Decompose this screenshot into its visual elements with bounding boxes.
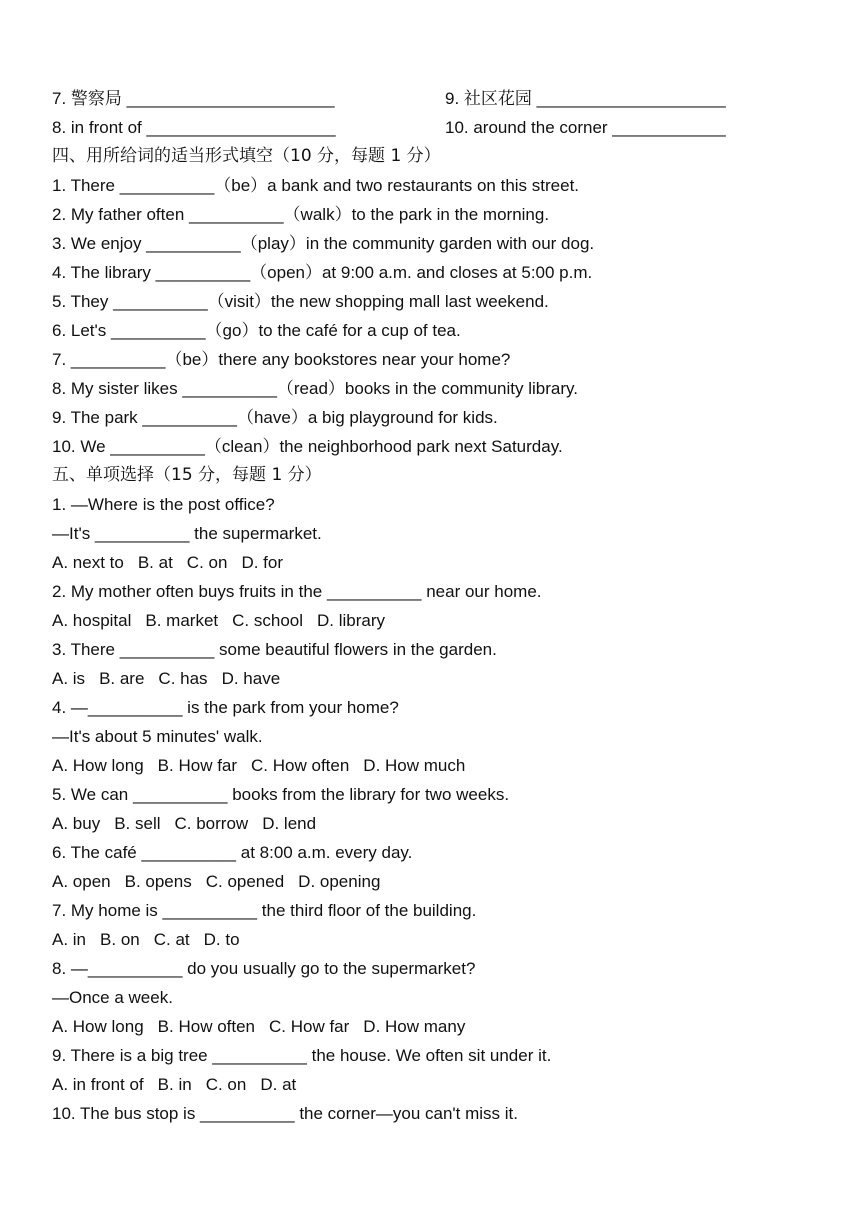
option-c: C. on [205, 1075, 247, 1094]
option-a: A. open [52, 872, 111, 891]
fill-item-2: 2. My father often __________（walk）to the park in the morning. [52, 205, 550, 224]
option-d: D. opening [298, 872, 381, 891]
fill-item-6: 6. Let's __________（go）to the café for a cup of tea. [52, 321, 461, 340]
option-c: C. at [153, 930, 190, 949]
option-a: A. How long [52, 1017, 144, 1036]
question-line: —It's __________ the supermarket. [52, 524, 322, 543]
fill-item-8: 8. My sister likes __________（read）books in the community library. [52, 379, 578, 398]
option-b: B. sell [114, 814, 161, 833]
options-row [52, 1070, 812, 1099]
options-row [52, 867, 812, 896]
question-line: 6. The café __________ at 8:00 a.m. every day. [52, 843, 413, 862]
fill-item-10: 10. We __________（clean）the neighborhood park next Saturday. [52, 437, 563, 456]
option-d: D. How many [363, 1017, 466, 1036]
fill-item-3: 3. We enjoy __________（play）in the community garden with our dog. [52, 234, 595, 253]
option-b: B. How often [157, 1017, 255, 1036]
vocab-item-9: 9. 社区花园 ____________________ [445, 89, 726, 108]
option-c: C. has [158, 669, 208, 688]
vocab-row [52, 84, 812, 113]
option-a: A. How long [52, 756, 144, 775]
option-c: C. opened [205, 872, 285, 891]
option-b: B. in [157, 1075, 192, 1094]
question-line: 7. My home is __________ the third floor of the building. [52, 901, 477, 920]
options-row [52, 925, 812, 954]
option-d: D. to [203, 930, 240, 949]
option-b: B. market [145, 611, 219, 630]
options-row [52, 664, 812, 693]
option-a: A. next to [52, 553, 124, 572]
section-4-title: 四、用所给词的适当形式填空（10 分，每题 1 分） [52, 146, 441, 166]
option-d: D. library [317, 611, 386, 630]
question-line: —It's about 5 minutes' walk. [52, 727, 263, 746]
option-b: B. How far [157, 756, 238, 775]
option-c: C. borrow [174, 814, 249, 833]
question-line: —Once a week. [52, 988, 173, 1007]
option-a: A. is [52, 669, 86, 688]
option-b: B. at [137, 553, 173, 572]
question-line: 10. The bus stop is __________ the corner—you can't miss it. [52, 1104, 518, 1123]
options-row [52, 751, 812, 780]
option-c: C. How often [251, 756, 350, 775]
options-row [52, 1012, 812, 1041]
vocab-item-7: 7. 警察局 ______________________ [52, 89, 335, 108]
worksheet-page [52, 84, 812, 1128]
question-line: 8. —__________ do you usually go to the supermarket? [52, 959, 476, 978]
option-b: B. on [100, 930, 140, 949]
question-line: 5. We can __________ books from the library for two weeks. [52, 785, 510, 804]
question-line: 4. —__________ is the park from your home? [52, 698, 399, 717]
option-a: A. hospital [52, 611, 132, 630]
option-d: D. at [260, 1075, 297, 1094]
question-line: 2. My mother often buys fruits in the __________ near our home. [52, 582, 542, 601]
option-d: D. for [241, 553, 283, 572]
option-d: D. lend [262, 814, 317, 833]
option-c: C. school [232, 611, 304, 630]
fill-item-1: 1. There __________（be）a bank and two restaurants on this street. [52, 176, 580, 195]
options-row [52, 809, 812, 838]
option-d: D. have [221, 669, 281, 688]
question-line: 1. —Where is the post office? [52, 495, 275, 514]
fill-item-5: 5. They __________（visit）the new shopping mall last weekend. [52, 292, 549, 311]
options-row [52, 548, 812, 577]
question-line: 3. There __________ some beautiful flowers in the garden. [52, 640, 497, 659]
fill-item-9: 9. The park __________（have）a big playground for kids. [52, 408, 498, 427]
vocab-item-8: 8. in front of ____________________ [52, 118, 336, 137]
vocab-item-10: 10. around the corner ____________ [445, 118, 726, 137]
options-row [52, 606, 812, 635]
section-5-title: 五、单项选择（15 分，每题 1 分） [52, 465, 322, 485]
option-c: C. How far [269, 1017, 350, 1036]
fill-item-4: 4. The library __________（open）at 9:00 a.m. and closes at 5:00 p.m. [52, 263, 593, 282]
option-a: A. buy [52, 814, 101, 833]
vocab-row [52, 113, 812, 142]
question-line: 9. There is a big tree __________ the house. We often sit under it. [52, 1046, 552, 1065]
option-a: A. in [52, 930, 87, 949]
option-c: C. on [186, 553, 228, 572]
fill-item-7: 7. __________（be）there any bookstores near your home? [52, 350, 511, 369]
option-b: B. opens [124, 872, 192, 891]
option-b: B. are [99, 669, 145, 688]
option-a: A. in front of [52, 1075, 144, 1094]
option-d: D. How much [363, 756, 466, 775]
